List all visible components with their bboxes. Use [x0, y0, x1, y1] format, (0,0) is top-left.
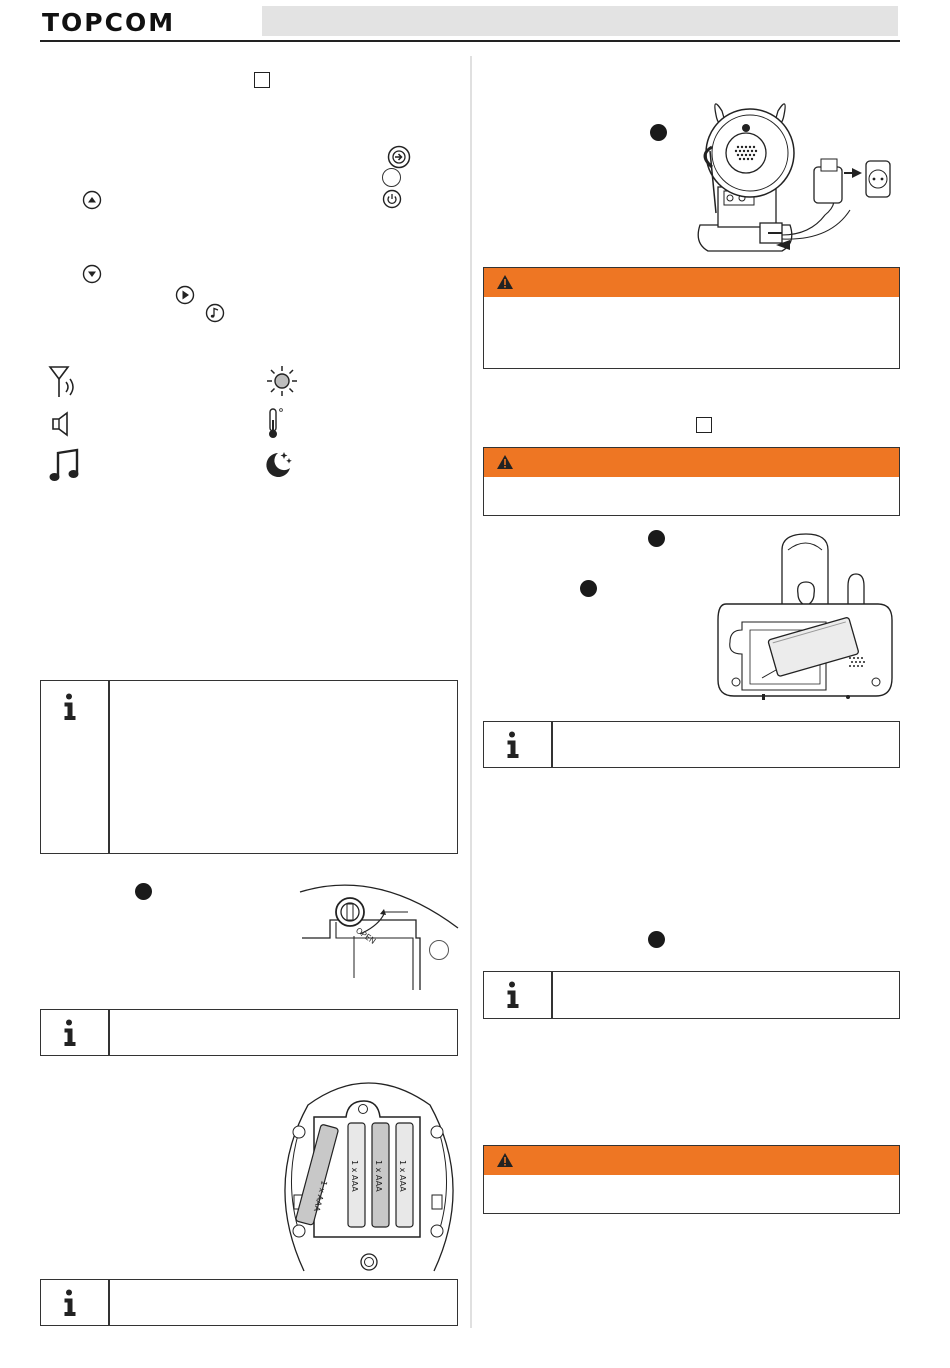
warning-header: [484, 1146, 899, 1175]
info-note-box-3: [40, 1279, 458, 1326]
baby-unit-adapter-figure: [690, 95, 895, 260]
up-arrow-icon: [82, 190, 102, 210]
battery-label-1: 1 x AAA: [311, 1179, 329, 1213]
battery-label-2: 1 x AAA: [350, 1160, 359, 1192]
column-divider: [470, 56, 472, 1328]
step-marker-dot: [648, 530, 665, 547]
info-note-box-right-2: [483, 971, 900, 1019]
step-marker-dot: [648, 931, 665, 948]
brand-logo: TOPCOM: [42, 8, 176, 37]
info-icon: [506, 731, 520, 759]
circle-button-icon: [382, 168, 401, 187]
info-icon: [506, 981, 520, 1009]
info-icon: [63, 693, 77, 721]
reference-square-icon: [696, 417, 712, 433]
warning-header: [484, 268, 899, 297]
down-arrow-icon: [82, 264, 102, 284]
battery-label-3: 1 x AAA: [374, 1160, 383, 1192]
parent-unit-battery-figure: [716, 530, 896, 708]
music-icon: [48, 448, 82, 484]
battery-label-4: 1 x AAA: [398, 1160, 407, 1192]
info-icon: [63, 1289, 77, 1317]
step-marker-dot: [135, 883, 152, 900]
info-note-box-large: [40, 680, 458, 854]
lullaby-moon-icon: [263, 448, 295, 480]
night-light-icon: [265, 364, 299, 398]
warning-triangle-icon: [496, 454, 514, 470]
music-note-icon: [205, 303, 225, 323]
header-bar: [262, 6, 898, 36]
warning-header: [484, 448, 899, 477]
battery-compartment-figure: [278, 1075, 460, 1273]
step-marker-dot: [650, 124, 667, 141]
play-icon: [175, 285, 195, 305]
info-icon: [63, 1019, 77, 1047]
warning-box-2: [483, 447, 900, 516]
warning-triangle-icon: [496, 1152, 514, 1168]
signal-strength-icon: [48, 364, 78, 400]
warning-box-3: [483, 1145, 900, 1214]
cover-open-label: OPEN: [353, 925, 378, 946]
warning-box-1: [483, 267, 900, 369]
header-rule: [40, 40, 900, 42]
temperature-icon: [266, 406, 286, 440]
reference-square-icon: [254, 72, 270, 88]
power-icon: [382, 189, 402, 209]
info-note-box-2: [40, 1009, 458, 1056]
step-marker-dot: [580, 580, 597, 597]
warning-triangle-icon: [496, 274, 514, 290]
battery-cover-screw-figure: [298, 878, 460, 992]
ok-button-icon: [387, 145, 411, 169]
speaker-icon: [50, 411, 76, 437]
info-note-box-right-1: [483, 721, 900, 768]
